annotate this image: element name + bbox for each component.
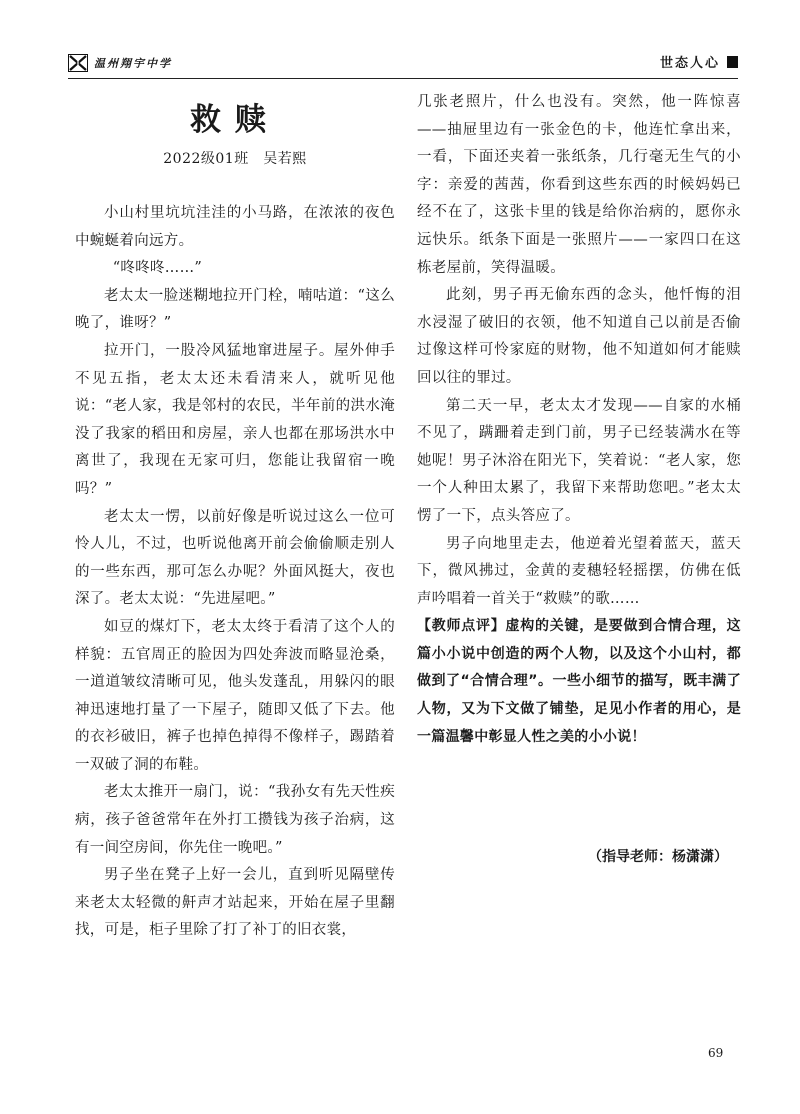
- page-header: [68, 52, 738, 76]
- right-column: [417, 89, 741, 751]
- black-square-icon: [727, 56, 738, 68]
- paragraph: 老太太一脸迷糊地拉开门栓，喃咕道：“这么晚了，谁呀？”: [75, 287, 395, 332]
- paragraph: 几张老照片，什么也没有。突然，他一阵惊喜——抽屉里边有一张金色的卡，他连忙拿出来，一看，下面还夹着一张纸条，几行毫无生气的小字：亲爱的茜茜，你看到这些东西的时候妈妈已经不在了，这张卡里的钱是给你治病的，愿你永远快乐。纸条下面是一张照片——一家四口在这栋老屋前，笑得温暖。: [417, 94, 741, 276]
- paragraph: 老太太一愣，以前好像是听说过这么一位可怜人儿，不过，也听说他离开前会偷偷顺走别人的一些东西，那可怎么办呢？外面风挺大，夜也深了。老太太说：“先进屋吧。”: [75, 508, 395, 608]
- paragraph: 男子坐在凳子上好一会儿，直到听见隔壁传来老太太轻微的鼾声才站起来，开始在屋子里翻找，可是，柜子里除了打了补丁的旧衣裳，: [75, 867, 395, 939]
- paragraph: 老太太推开一扇门，说：“我孙女有先天性疾病，孩子爸爸常年在外打工攒钱为孩子治病，这有一间空房间，你先住一晚吧。”: [75, 784, 395, 856]
- article-title: 救赎: [190, 102, 280, 138]
- section-label: [660, 52, 738, 71]
- paragraph: 小山村里坑坑洼洼的小马路，在浓浓的夜色中蜿蜒着向远方。: [75, 205, 395, 249]
- paragraph: 男子向地里走去，他逆着光望着蓝天，蓝天下，微风拂过，金黄的麦穗轻轻摇摆，仿佛在低声吟唱着一首关于“救赎”的歌……: [417, 535, 741, 607]
- teacher-comment-tag: 【教师点评】: [417, 618, 506, 635]
- header-divider: [68, 78, 738, 79]
- paragraph: 拉开门，一股冷风猛地窜进屋子。屋外伸手不见五指，老太太还未看清来人，就听见他说：“老人家，我是邻村的农民，半年前的洪水淹没了我家的稻田和房屋，亲人也都在那场洪水中离世了，我现在无家可归，您能让我留宿一晚吗？”: [75, 342, 395, 497]
- school-name: 温州翔宇中学: [94, 57, 172, 70]
- paragraph: 此刻，男子再无偷东西的念头，他忏悔的泪水浸湿了破旧的衣领，他不知道自己以前是否偷过像这样可怜家庭的财物，他不知道如何才能赎回以往的罪过。: [417, 287, 741, 386]
- left-column: [75, 200, 395, 945]
- paragraph: “咚咚咚……”: [112, 260, 203, 277]
- section-name: 世态人心: [659, 56, 720, 71]
- instructor-credit: （指导老师：杨潇潇）: [588, 849, 728, 865]
- paragraph: 如豆的煤灯下，老太太终于看清了这个人的样貌：五官周正的脸因为四处奔波而略显沧桑，一道道皱纹清晰可见，他头发蓬乱，用躲闪的眼神迅速地打量了一下屋子，随即又低了下去。他的衣衫破旧，裤子也掉色掉得不像样子，踢踏着一双破了洞的布鞋。: [75, 618, 395, 773]
- paragraph: 第二天一早，老太太才发现——自家的水桶不见了，蹒跚着走到门前，男子已经装满水在等她呢！男子沐浴在阳光下，笑着说：“老人家，您一个人种田太累了，我留下来帮助您吧。”老太太愣了一下，点头答应了。: [417, 397, 741, 524]
- school-logo: [68, 54, 172, 72]
- school-logo-icon: [68, 54, 88, 72]
- teacher-comment-text: 虚构的关键，是要做到合情合理，这篇小小说中创造的两个人物，以及这个小山村，都做到了“合情合理”。一些小细节的描写，既丰满了人物，又为下文做了铺垫，足见小作者的用心，是一篇温馨中彰显人性之美的小小说！: [417, 618, 741, 745]
- teacher-comment: [417, 613, 741, 751]
- page-number: 69: [708, 1046, 724, 1060]
- article-byline: 2022级01班 吴若熙: [163, 151, 307, 167]
